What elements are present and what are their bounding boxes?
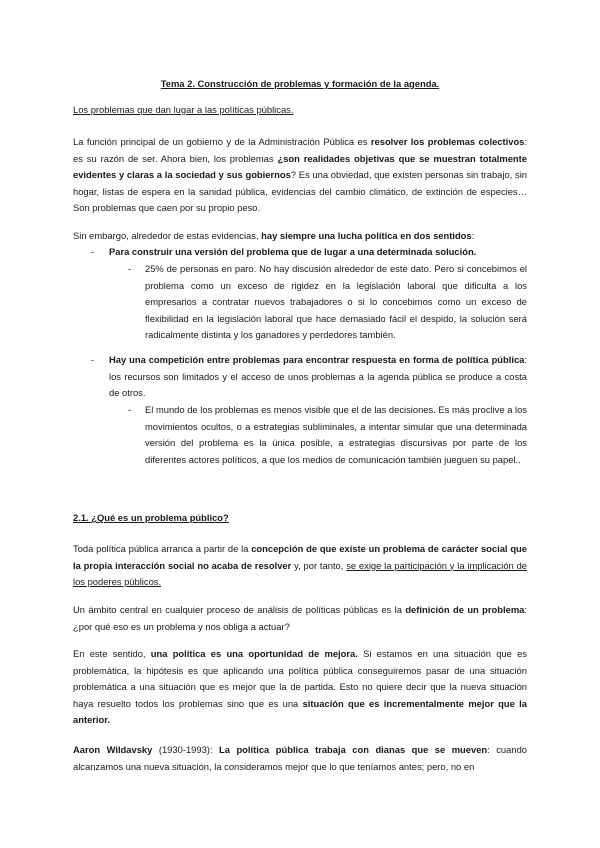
problem-definition-paragraph: Un ámbito central en cualquier proceso de análisis de políticas públicas es la definición de un problema: ¿por qué eso es un problema y nos obliga a actuar? — [73, 604, 527, 632]
sub-bullet-dash: - — [128, 404, 132, 415]
bullet-item-version: Para construir una versión del problema que de lugar a una determinada solución. — [109, 246, 477, 257]
sub-bullet-dash: - — [128, 263, 132, 274]
document-title: Tema 2. Construcción de problemas y formación de la agenda. — [160, 78, 440, 89]
improvement-paragraph: En este sentido, una política es una oportunidad de mejora. Si estamos en una situación que es problemática, la hipótesis es que aplicando una política pública conseguiremos pasar de una situación problemática a una situación que es mejor que la de partida. Esto no quiere decir que la nueva situación haya resuelto todos los problemas sino que es una situación que es incrementalmente mejor que la anterior. — [73, 648, 527, 726]
public-policy-paragraph: Toda política pública arranca a partir de la concepción de que existe un problema de carácter social que la propia interacción social no acaba de resolver y, por tanto, se exige la participación y la implicación de los poderes públicos. — [73, 543, 527, 588]
intro-paragraph: La función principal de un gobierno y de la Administración Pública es resolver los problemas colectivos: es su razón de ser. Ahora bien, los problemas ¿son realidades objetivas que se muestran totalmente evidentes y claras a la sociedad y sus gobiernos? Es una obviedad, que existen personas sin trabajo, sin hogar, listas de espera en la sanidad pública, evidencias del cambio climático, de extinción de especies… Son problemas que caen por su propio peso. — [73, 136, 528, 214]
sub-bullet-visibility: El mundo de los problemas es menos visible que el de las decisiones. Es más proclive a los movimientos ocultos, o a estrategias subliminales, a intentar simular que una determinada versión del problema es la única posible, a estrategias discursivas por parte de los diferentes actores políticos, a que los medios de comunicación también jueguen su papel.. — [145, 404, 527, 465]
wildavsky-paragraph: Aaron Wildavsky (1930-1993): La política pública trabaja con dianas que se mueven: cuando alcanzamos una nueva situación, la consideramos mejor que lo que teníamos antes; pero, no en — [73, 744, 528, 772]
section-subtitle: Los problemas que dan lugar a las políticas públicas. — [73, 104, 294, 115]
bullet-dash: - — [91, 246, 95, 257]
sub-bullet-unemployment: 25% de personas en paro. No hay discusión alrededor de este dato. Pero si concebimos el problema como un exceso de rigidez en la legislación laboral que dificulta a los empresarios a contratar nuevos trabajadores o si lo concebimos como un exceso de flexibilidad en la legislación laboral que hace demasiado fácil el despido, la solución será radicalmente distinta y los ganadores y perdedores también. — [145, 263, 527, 341]
bullet-item-competition: Hay una competición entre problemas para encontrar respuesta en forma de política pública: los recursos son limitados y el acceso de unos problemas a la agenda pública se produce a costa de otros. — [109, 354, 527, 399]
bullet-dash: - — [91, 354, 95, 365]
struggle-paragraph: Sin embargo, alrededor de estas evidencias, hay siempre una lucha política en dos sentidos: — [73, 230, 475, 241]
section-heading: 2.1. ¿Qué es un problema público? — [73, 512, 229, 523]
